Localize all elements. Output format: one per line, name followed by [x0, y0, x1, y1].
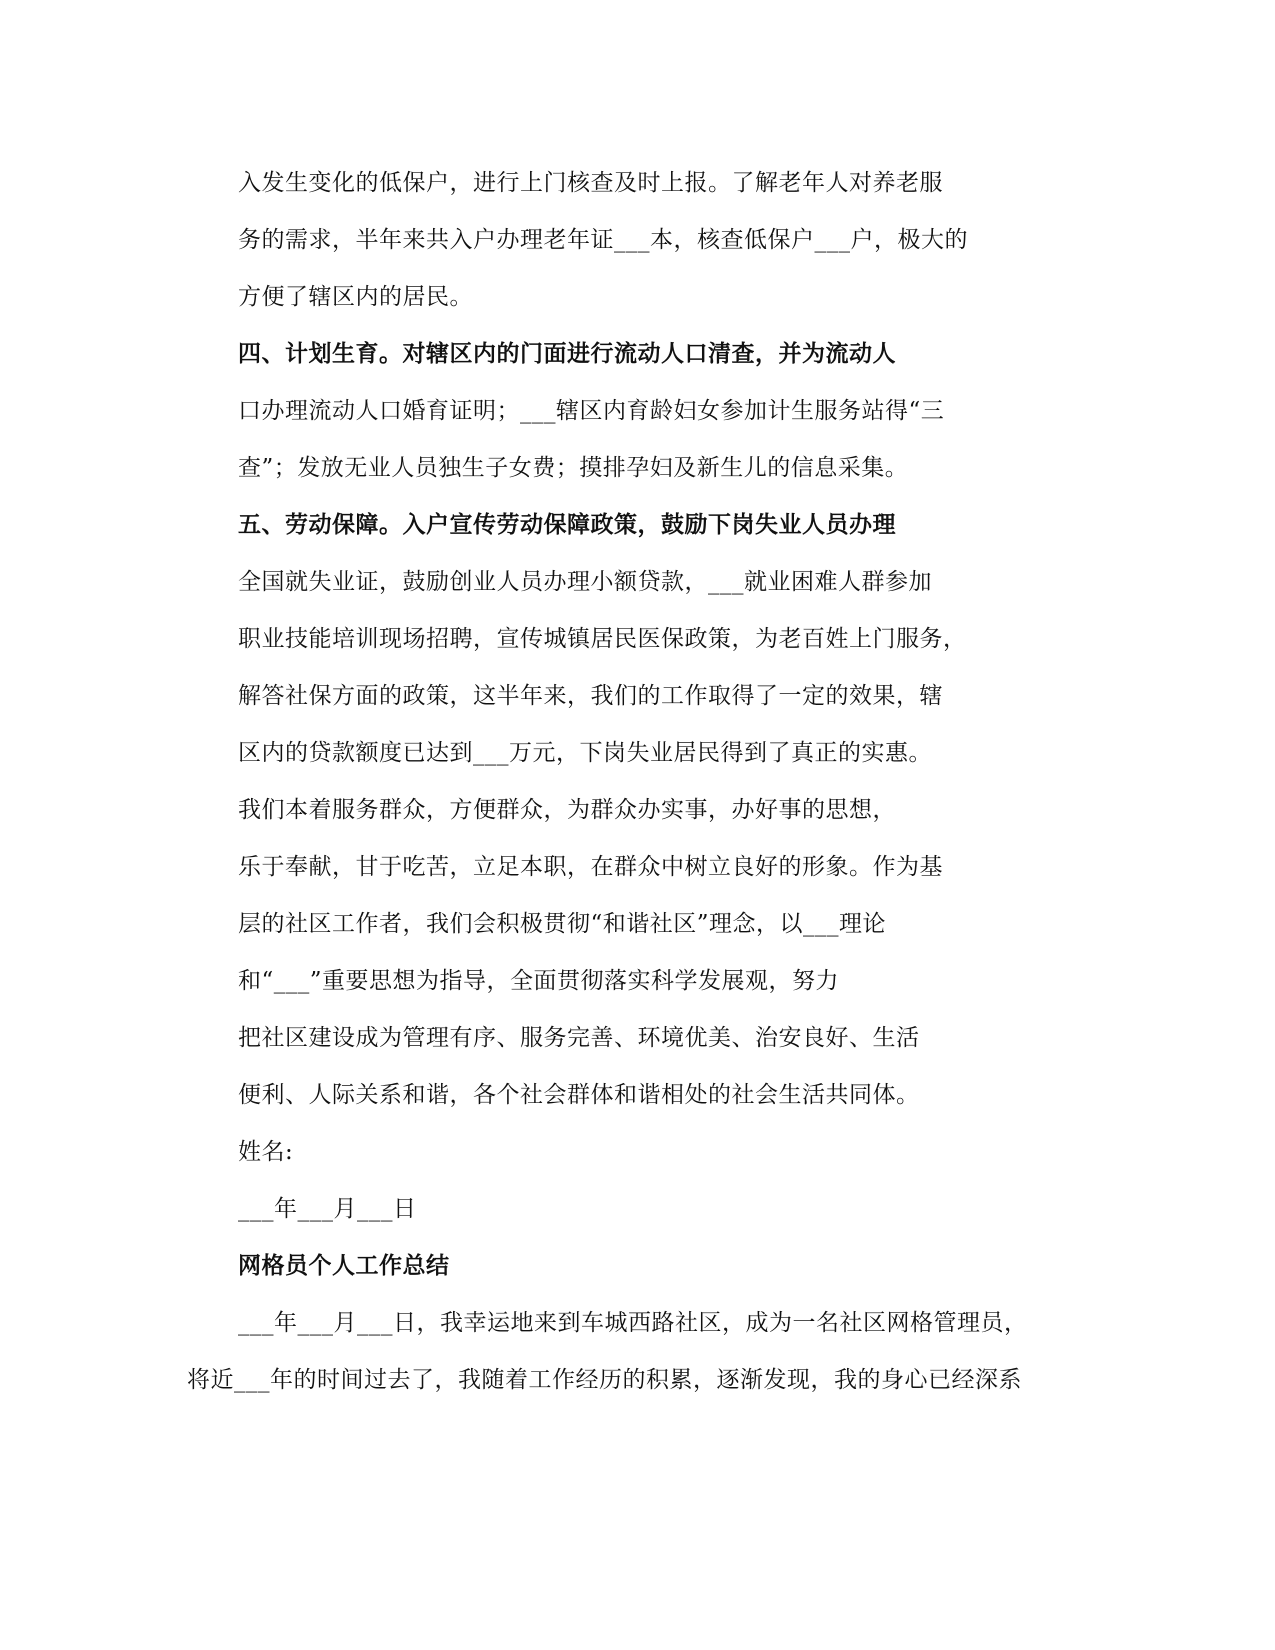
text-line: 乐于奉献，甘于吃苦，立足本职，在群众中树立良好的形象。作为基	[238, 854, 943, 880]
text-line: 区内的贷款额度已达到___万元，下岗失业居民得到了真正的实惠。	[238, 740, 932, 766]
text-line: 把社区建设成为管理有序、服务完善、环境优美、治安良好、生活	[238, 1025, 920, 1051]
text-line: 便利、人际关系和谐，各个社会群体和谐相处的社会生活共同体。	[238, 1082, 920, 1108]
text-line: 查”；发放无业人员独生子女费；摸排孕妇及新生儿的信息采集。	[238, 455, 909, 481]
text-line: 解答社保方面的政策，这半年来，我们的工作取得了一定的效果，辖	[238, 683, 943, 709]
document-title: 网格员个人工作总结	[238, 1252, 450, 1279]
text-line: 职业技能培训现场招聘，宣传城镇居民医保政策，为老百姓上门服务，	[238, 626, 967, 652]
text-line: 入发生变化的低保户，进行上门核查及时上报。了解老年人对养老服	[238, 170, 943, 196]
signature-name-label: 姓名:	[238, 1139, 294, 1165]
text-line: 我们本着服务群众，方便群众，为群众办实事，办好事的思想，	[238, 797, 896, 823]
section-heading: 五、劳动保障。入户宣传劳动保障政策，鼓励下岗失业人员办理	[238, 511, 896, 538]
section-heading: 四、计划生育。对辖区内的门面进行流动人口清查，并为流动人	[238, 340, 896, 367]
text-line: 口办理流动人口婚育证明；___辖区内育龄妇女参加计生服务站得“三	[238, 398, 945, 424]
text-line: 全国就失业证，鼓励创业人员办理小额贷款，___就业困难人群参加	[238, 569, 932, 595]
text-line: 层的社区工作者，我们会积极贯彻“和谐社区”理念，以___理论	[238, 911, 887, 937]
text-line: 和“___”重要思想为指导，全面贯彻落实科学发展观，努力	[238, 968, 840, 994]
text-line: 务的需求，半年来共入户办理老年证___本，核查低保户___户，极大的	[238, 227, 968, 253]
signature-date: ___年___月___日	[238, 1196, 417, 1222]
text-line: ___年___月___日，我幸运地来到车城西路社区，成为一名社区网格管理员，	[238, 1310, 1028, 1336]
text-line: 方便了辖区内的居民。	[238, 284, 473, 310]
text-line: 将近___年的时间过去了，我随着工作经历的积累，逐渐发现，我的身心已经深系	[187, 1367, 1022, 1393]
